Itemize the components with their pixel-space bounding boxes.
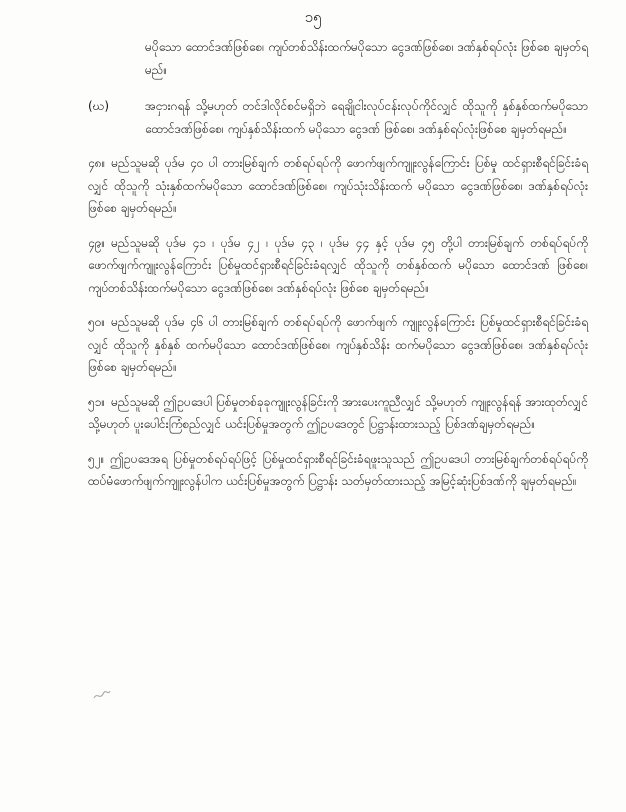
- section-number: ၄၉။: [88, 235, 106, 250]
- paragraph-text: မပိုသော ထောင်ဒဏ်ဖြစ်စေ၊ ကျပ်တစ်သိန်းထက်မပိုသော ငွေဒဏ်ဖြစ်စေ၊ ဒဏ်နှစ်ရပ်လုံး ဖြစ်စေ ချမှတ်ရမည်။: [145, 40, 588, 77]
- section-52: [88, 448, 588, 493]
- section-49: [88, 232, 588, 300]
- paragraph-text: မည်သူမဆို ပုဒ်မ ၄၆ ပါ တားမြစ်ချက် တစ်ရပ်ရပ်ကို ဖောက်ဖျက် ကျူးလွန်ကြောင်း ပြစ်မှုထင်ရှားစီရင်ခြင်းခံရလျှင် ထိုသူကို နှစ်နှစ် ထက်မပိုသော ထောင်ဒဏ်ဖြစ်စေ၊ ကျပ်နှစ်သိန်း ထက်မပိုသော ငွေဒဏ်ဖြစ်စေ၊ ဒဏ်နှစ်ရပ်လုံးဖြစ်စေ ချမှတ်ရမည်။: [88, 315, 588, 374]
- section-number: ၅၀။: [88, 315, 106, 329]
- section-number: ၅၁။: [88, 394, 106, 409]
- sub-clause-marker: (ဃ): [88, 99, 110, 113]
- section-50: [88, 311, 588, 379]
- section-51: [88, 391, 588, 436]
- pen-mark-icon: [92, 688, 112, 702]
- paragraph-text: မည်သူမဆို ပုဒ်မ ၄၁ ၊ ပုဒ်မ ၄၂ ၊ ပုဒ်မ ၄၃ ၊ ပုဒ်မ ၄၄ နှင့် ပုဒ်မ ၄၅ တို့ပါ တားမြစ်ချက် တစ်ရပ်ရပ်ကို ဖောက်ဖျက်ကျူးလွန်ကြောင်း ပြစ်မှုထင်ရှားစီရင်ခြင်းခံရလျှင် ထိုသူကို တစ်နှစ်ထက် မပိုသော ထောင်ဒဏ် ဖြစ်စေ၊ ကျပ်တစ်သိန်းထက်မပိုသော ငွေဒဏ်ဖြစ်စေ၊ ဒဏ်နှစ်ရပ်လုံး ဖြစ်စေ ချမှတ်ရမည်။: [88, 235, 588, 295]
- document-body: [88, 36, 588, 505]
- section-number: ၄၈။: [88, 156, 106, 170]
- paragraph-text: ဤဥပဒေအရ ပြစ်မှုတစ်ရပ်ရပ်ဖြင့် ပြစ်မှုထင်ရှားစီရင်ခြင်းခံရဖူးသူသည် ဤဥပဒေပါ တားမြစ်ချက်တစ်ရပ်ရပ်ကို ထပ်မံဖောက်ဖျက်ကျူးလွန်ပါက ယင်းပြစ်မှုအတွက် ပြဋ္ဌာန်း သတ်မှတ်ထားသည့် အမြင့်ဆုံးပြစ်ဒဏ်ကို ချမှတ်ရမည်။: [88, 451, 588, 488]
- paragraph-text: အငှားဂရန် သို့မဟုတ် တင်ဒါလိုင်စင်မရှိဘဲ ရေချိုငါးလုပ်ငန်းလုပ်ကိုင်လျှင် ထိုသူကို နှစ်နှစ်ထက်မပိုသော ထောင်ဒဏ်ဖြစ်စေ၊ ကျပ်နှစ်သိန်းထက် မပိုသော ငွေဒဏ် ဖြစ်စေ၊ ဒဏ်နှစ်ရပ်လုံးဖြစ်စေ ချမှတ်ရမည်။: [145, 99, 588, 136]
- sub-clause-gha: [88, 95, 588, 140]
- paragraph-text: မည်သူမဆို ပုဒ်မ ၄၀ ပါ တားမြစ်ချက် တစ်ရပ်ရပ်ကို ဖောက်ဖျက်ကျူးလွန်ကြောင်း ပြစ်မှု ထင်ရှားစီရင်ခြင်းခံရလျှင် ထိုသူကို သုံးနှစ်ထက်မပိုသော ထောင်ဒဏ်ဖြစ်စေ၊ ကျပ်သုံးသိန်းထက် မပိုသော ငွေဒဏ်ဖြစ်စေ၊ ဒဏ်နှစ်ရပ်လုံးဖြစ်စေ ချမှတ်ရမည်။: [88, 156, 588, 215]
- section-48: [88, 152, 588, 220]
- paragraph-continuation: [88, 36, 588, 81]
- page-number: ၁၅: [304, 8, 322, 26]
- section-number: ၅၂။: [88, 451, 105, 466]
- paragraph-text: မည်သူမဆို ဤဥပဒေပါ ပြစ်မှုတစ်ခုခုကျူးလွန်ခြင်းကို အားပေးကူညီလျှင် သို့မဟုတ် ကျူးလွန်ရန် အားထုတ်လျှင် သို့မဟုတ် ပူးပေါင်းကြံစည်လျှင် ယင်းပြစ်မှုအတွက် ဤဥပဒေတွင် ပြဋ္ဌာန်းထားသည့် ပြစ်ဒဏ်ချမှတ်ရမည်။: [88, 394, 588, 431]
